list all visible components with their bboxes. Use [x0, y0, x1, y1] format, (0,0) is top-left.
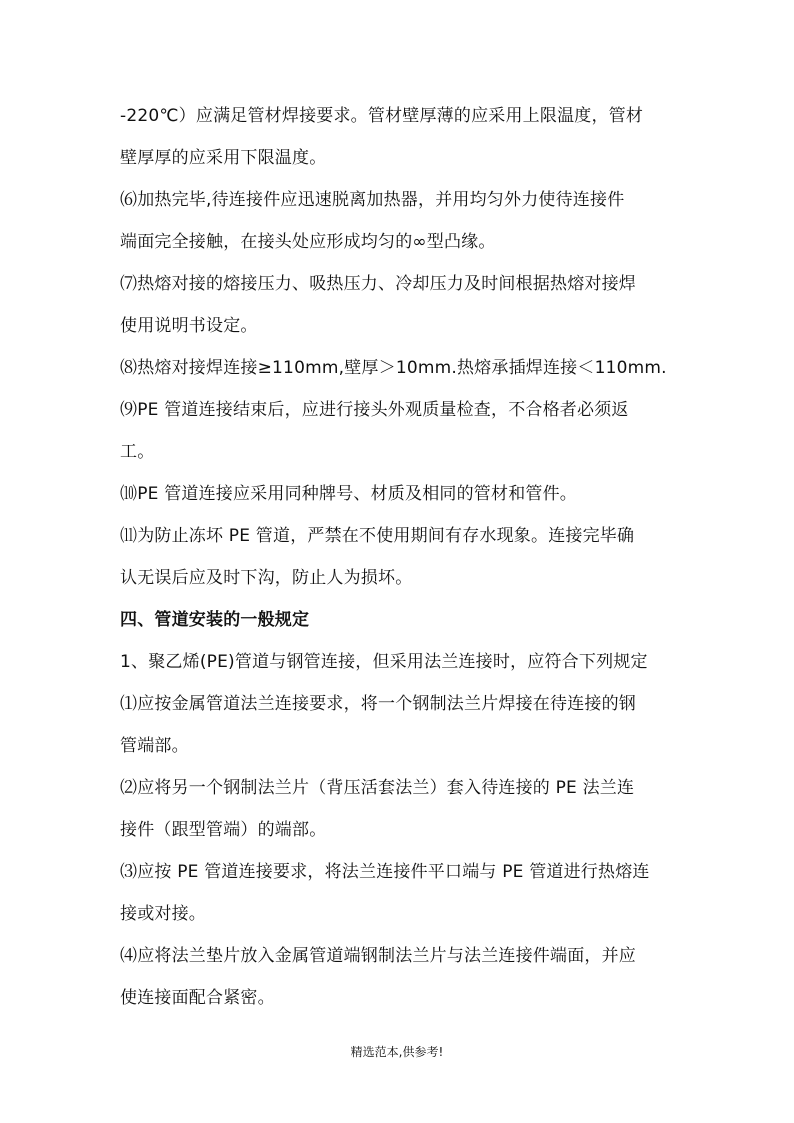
- text-line: ⑽PE 管道连接应采用同种牌号、材质及相同的管材和管件。: [120, 484, 577, 504]
- section-heading: 四、管道安装的一般规定: [120, 610, 310, 630]
- text-line: 使用说明书设定。: [120, 316, 258, 336]
- text-line: 工。: [120, 442, 155, 462]
- text-line: ⑻热熔对接焊连接≥110mm,壁厚＞10mm.热熔承插焊连接＜110mm.: [120, 358, 667, 378]
- document-body: [120, 104, 676, 1010]
- text-line: 接件（跟型管端）的端部。: [120, 820, 327, 840]
- text-line: ⑴应按金属管道法兰连接要求，将一个钢制法兰片焊接在待连接的钢: [120, 694, 636, 714]
- text-line: 管端部。: [120, 736, 189, 756]
- text-line: ⑺热熔对接的熔接压力、吸热压力、冷却压力及时间根据热熔对接焊: [120, 274, 636, 294]
- text-line: 认无误后应及时下沟，防止人为损坏。: [120, 568, 413, 588]
- text-line: 使连接面配合紧密。: [120, 988, 275, 1008]
- text-line: 壁厚厚的应采用下限温度。: [120, 148, 327, 168]
- text-line: ⑵应将另一个钢制法兰片（背压活套法兰）套入待连接的 PE 法兰连: [120, 778, 635, 798]
- page-footer: 精选范本,供参考!: [350, 1045, 444, 1059]
- text-line: ⑶应按 PE 管道连接要求，将法兰连接件平口端与 PE 管道进行热熔连: [120, 862, 650, 882]
- text-line: ⑼PE 管道连接结束后，应进行接头外观质量检查，不合格者必须返: [120, 400, 629, 420]
- text-line: 端面完全接触，在接头处应形成均匀的∞型凸缘。: [120, 232, 496, 252]
- text-line: ⑷应将法兰垫片放入金属管道端钢制法兰片与法兰连接件端面，并应: [120, 946, 636, 966]
- text-line: -220℃）应满足管材焊接要求。管材壁厚薄的应采用上限温度，管材: [120, 106, 644, 126]
- text-line: ⑹加热完毕,待连接件应迅速脱离加热器，并用均匀外力使待连接件: [120, 190, 625, 210]
- text-line: 接或对接。: [120, 904, 206, 924]
- text-line: 1、聚乙烯(PE)管道与钢管连接，但采用法兰连接时，应符合下列规定: [120, 652, 648, 672]
- text-line: ⑾为防止冻坏 PE 管道，严禁在不使用期间有存水现象。连接完毕确: [120, 526, 635, 546]
